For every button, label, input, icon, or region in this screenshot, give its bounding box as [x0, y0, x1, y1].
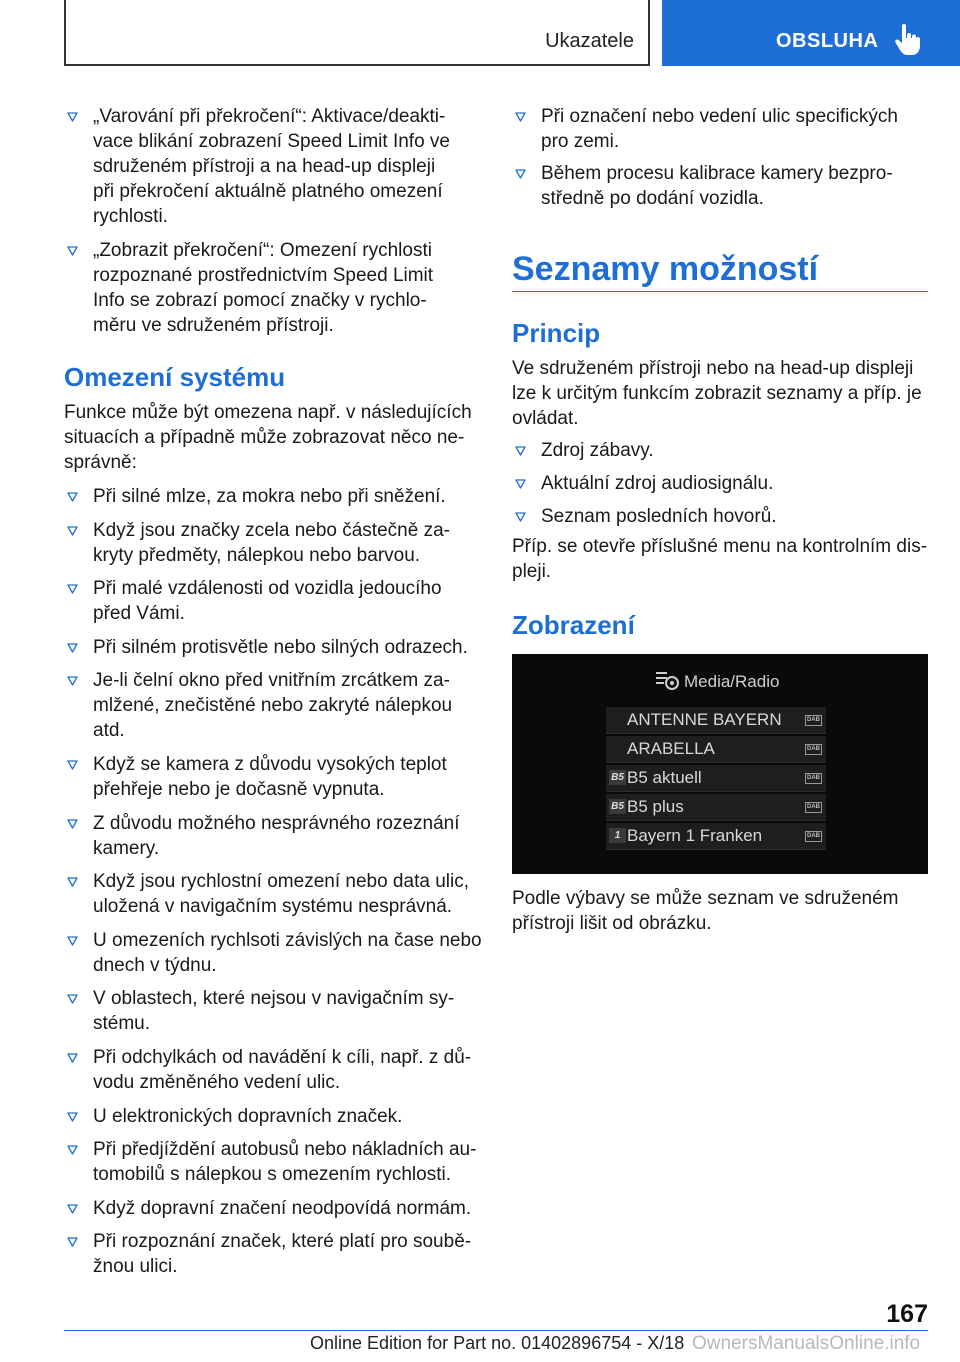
station-row	[606, 823, 826, 850]
principle-heading: Princip	[512, 318, 601, 348]
list-item-text: Když jsou rychlostní omezení nebo data ulic, uložená v navigačním systému nesprávná.	[93, 871, 469, 918]
triangle-bullet-icon	[67, 1112, 78, 1122]
triangle-bullet-icon	[67, 1053, 78, 1063]
station-row	[606, 707, 826, 734]
list-item-text: Zdroj zábavy.	[541, 440, 654, 461]
list-item-text: „Zobrazit překročení“: Omezení rychlosti rozpoznané prostřednictvím Speed Limit Info se zobrazí pomocí značky v rychlo- měru ve sdruženém přístroji.	[93, 240, 434, 336]
list-item-text: Z důvodu možného nesprávného rozeznání kamery.	[93, 812, 460, 859]
list-item	[64, 928, 484, 978]
list-item	[64, 752, 484, 802]
triangle-bullet-icon	[67, 643, 78, 653]
list-item	[64, 576, 484, 626]
screen-title: Media/Radio	[684, 672, 780, 691]
list-item	[64, 1104, 484, 1129]
list-item	[64, 668, 484, 743]
triangle-bullet-icon	[67, 877, 78, 887]
list-item-text: Při rozpoznání značek, které platí pro soubě- žnou ulici.	[93, 1231, 472, 1278]
triangle-bullet-icon	[515, 169, 526, 179]
system-limits-heading: Omezení systému	[64, 362, 286, 392]
list-item-text: Aktuální zdroj audiosignálu.	[541, 473, 774, 494]
triangle-bullet-icon	[515, 512, 526, 522]
list-item	[64, 1045, 484, 1095]
list-item	[512, 104, 928, 154]
station-name: B5 plus	[627, 797, 684, 816]
list-item-text: Seznam posledních hovorů.	[541, 506, 777, 527]
list-item	[64, 1196, 484, 1221]
triangle-bullet-icon	[515, 479, 526, 489]
system-limits-list	[64, 484, 484, 1288]
list-item-text: Když dopravní značení neodpovídá normám.	[93, 1197, 472, 1219]
list-item	[512, 504, 928, 529]
triangle-bullet-icon	[67, 676, 78, 686]
triangle-bullet-icon	[67, 760, 78, 770]
triangle-bullet-icon	[67, 819, 78, 829]
list-item-text: Během procesu kalibrace kamery bezpro- středně po dodání vozidla.	[541, 163, 893, 209]
dab-badge-icon: DAB	[805, 744, 822, 755]
station-logo-icon: B5	[609, 770, 626, 785]
station-name: Bayern 1 Franken	[627, 826, 763, 845]
list-item-text: Při označení nebo vedení ulic specifických pro zemi.	[541, 106, 898, 152]
footer-edition: Online Edition for Part no. 01402896754 - X/18	[310, 1333, 685, 1353]
principle-text: Ve sdruženém přístroji nebo na head-up displeji lze k určitým funkcím zobrazit seznamy a příp. je ovládat.	[512, 358, 922, 429]
list-item	[64, 811, 484, 861]
list-item-text: Když jsou značky zcela nebo částečně za- kryty předměty, nálepkou nebo barvou.	[93, 519, 450, 566]
triangle-bullet-icon	[67, 994, 78, 1004]
list-item	[512, 438, 928, 463]
triangle-bullet-icon	[515, 112, 526, 122]
list-item-text: U elektronických dopravních značek.	[93, 1105, 403, 1127]
list-item-text: Při odchylkách od navádění k cíli, např. z dů- vodu změněného vedení ulic.	[93, 1046, 472, 1093]
list-item	[64, 986, 484, 1036]
triangle-bullet-icon	[67, 936, 78, 946]
left-top-list	[64, 104, 484, 347]
station-logo-icon: B5	[609, 799, 626, 814]
dab-badge-icon: DAB	[805, 715, 822, 726]
header-section-tab	[64, 0, 650, 66]
header-chapter-label: OBSLUHA	[776, 30, 879, 52]
list-item-text: U omezeních rychlsoti závislých na čase nebo dnech v týdnu.	[93, 929, 482, 976]
list-item-text: Při silné mlze, za mokra nebo při sněžení.	[93, 486, 446, 507]
principle-outro: Příp. se otevře příslušné menu na kontrolním dis- pleji.	[512, 536, 928, 582]
header-chapter-tab	[662, 0, 960, 66]
triangle-bullet-icon	[67, 1204, 78, 1214]
list-item	[64, 1137, 484, 1187]
triangle-bullet-icon	[67, 1145, 78, 1155]
system-limits-intro: Funkce může být omezena např. v následujících situacích a případně může zobrazovat něco ne- správně:	[64, 402, 472, 473]
header-section-label: Ukazatele	[545, 30, 634, 52]
footer-rule	[64, 1330, 928, 1331]
list-item	[512, 471, 928, 496]
list-item-text: Je-li čelní okno před vnitřním zrcátkem za- mlžené, znečistěné nebo zakryté nálepkou atd.	[93, 670, 453, 742]
figure-caption: Podle výbavy se může seznam ve sdruženém přístroji lišit od obrázku.	[512, 888, 899, 934]
station-name: ARABELLA	[627, 739, 715, 758]
station-row	[606, 794, 826, 821]
list-item-text: Při předjíždění autobusů nebo nákladních au- tomobilů s nálepkou s omezením rychlosti.	[93, 1139, 477, 1186]
dab-badge-icon: DAB	[805, 773, 822, 784]
media-radio-screen-image	[512, 654, 928, 874]
list-item	[64, 104, 484, 229]
station-name: B5 aktuell	[627, 768, 702, 787]
list-item	[64, 238, 484, 338]
triangle-bullet-icon	[67, 112, 78, 122]
dab-badge-icon: DAB	[805, 831, 822, 842]
triangle-bullet-icon	[67, 526, 78, 536]
triangle-bullet-icon	[67, 246, 78, 256]
dab-badge-icon: DAB	[805, 802, 822, 813]
list-item	[64, 518, 484, 568]
page-number: 167	[886, 1300, 928, 1328]
station-row	[606, 736, 826, 763]
station-name: ANTENNE BAYERN	[627, 710, 782, 729]
right-top-list	[512, 104, 928, 218]
list-item	[64, 484, 484, 509]
triangle-bullet-icon	[67, 584, 78, 594]
pointing-hand-icon	[894, 24, 920, 56]
list-item-text: „Varování při překročení“: Aktivace/deakti- vace blikání zobrazení Speed Limit Info ve sdruženém přístroji a na head-up displeji při překročení aktuálně platného omezení rychlosti.	[93, 106, 450, 227]
list-item-text: Při silném protisvětle nebo silných odrazech.	[93, 636, 468, 658]
list-item-text: Při malé vzdálenosti od vozidla jedoucího před Vámi.	[93, 578, 442, 625]
triangle-bullet-icon	[515, 446, 526, 456]
display-heading: Zobrazení	[512, 610, 635, 640]
triangle-bullet-icon	[67, 1237, 78, 1247]
list-item-text: V oblastech, které nejsou v navigačním sy- stému.	[93, 988, 455, 1035]
list-item	[64, 1229, 484, 1279]
list-item	[512, 161, 928, 211]
watermark: OwnersManualsOnline.info	[692, 1333, 921, 1354]
triangle-bullet-icon	[67, 492, 78, 502]
principle-list	[512, 438, 928, 537]
options-lists-heading: Seznamy možností	[512, 250, 819, 288]
list-item	[64, 869, 484, 919]
list-item	[64, 635, 484, 660]
media-radio-icon	[654, 669, 680, 691]
list-item-text: Když se kamera z důvodu vysokých teplot přehřeje nebo je dočasně vypnuta.	[93, 753, 447, 800]
station-row	[606, 765, 826, 792]
station-logo-icon: 1	[609, 828, 626, 843]
heading-rule	[512, 291, 928, 292]
